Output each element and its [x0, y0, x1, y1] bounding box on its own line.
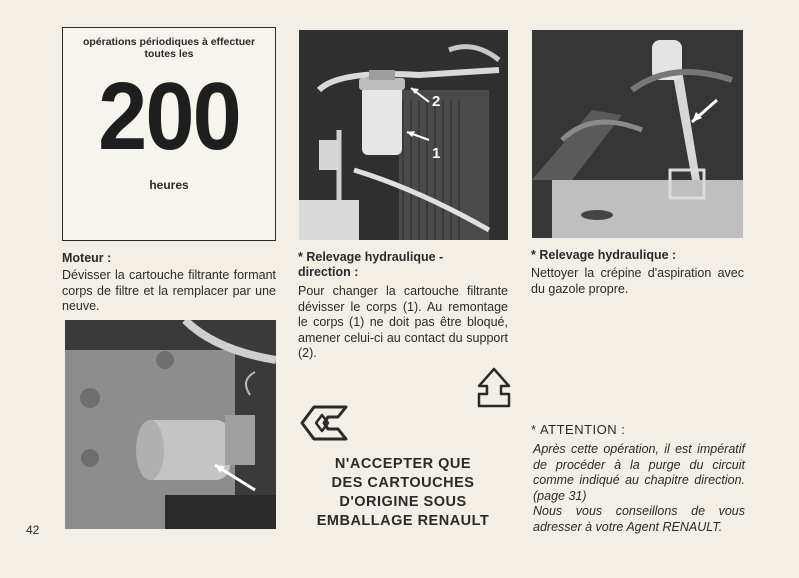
hydraulic-direction-heading	[298, 250, 508, 280]
attention-heading: * ATTENTION :	[531, 422, 626, 437]
interval-caption-line1: opérations périodiques à effectuer	[82, 36, 256, 48]
strainer-photo	[532, 30, 743, 238]
strainer-instructions: Nettoyer la crépine d'aspiration avec du gazole propre.	[531, 266, 744, 296]
page-number: 42	[26, 523, 40, 537]
attention-paragraph-1: Après cette opération, il est impératif de procéder à la purge du circuit comme indiqué au chapitre direction. (page 31)	[533, 442, 745, 503]
hydraulic-filter-photo	[299, 30, 508, 240]
engine-filter-photo	[65, 320, 276, 529]
callout-1: 1	[432, 145, 441, 162]
up-arrow-icon	[476, 366, 512, 410]
hydraulic-direction-heading-line2: direction :	[298, 265, 359, 279]
warning-line1: N'ACCEPTER QUE	[334, 456, 472, 472]
hydraulic-direction-instructions: Pour changer la cartouche filtrante dévisser le corps (1). Au remontage le corps (1) ne doit pas être bloqué, amener celui-ci au contact du support (2).	[298, 284, 508, 360]
hydraulic-heading: * Relevage hydraulique :	[531, 248, 677, 262]
warning-line2: DES CARTOUCHES	[331, 475, 475, 491]
interval-value: 200	[98, 63, 240, 170]
interval-caption-line2: toutes les	[144, 48, 194, 60]
warning-line4: EMBALLAGE RENAULT	[316, 513, 490, 529]
interval-caption	[63, 36, 275, 60]
engine-heading: Moteur :	[62, 251, 112, 265]
genuine-parts-warning	[298, 455, 508, 531]
strainer-illustration	[532, 30, 743, 238]
attention-text	[533, 442, 745, 535]
callout-2: 2	[432, 93, 441, 110]
hydraulic-filter-illustration	[299, 30, 508, 240]
engine-filter-illustration	[65, 320, 276, 529]
interval-unit: heures	[149, 178, 189, 192]
engine-instructions: Dévisser la cartouche filtrante formant corps de filtre et la remplacer par une neuve.	[62, 268, 276, 313]
hydraulic-direction-heading-line1: * Relevage hydraulique -	[298, 250, 444, 264]
renault-logo-icon	[298, 403, 350, 443]
service-interval-box	[62, 27, 276, 241]
attention-paragraph-2: Nous vous conseillons de vous adresser à votre Agent RENAULT.	[533, 504, 745, 534]
warning-line3: D'ORIGINE SOUS	[339, 494, 467, 510]
